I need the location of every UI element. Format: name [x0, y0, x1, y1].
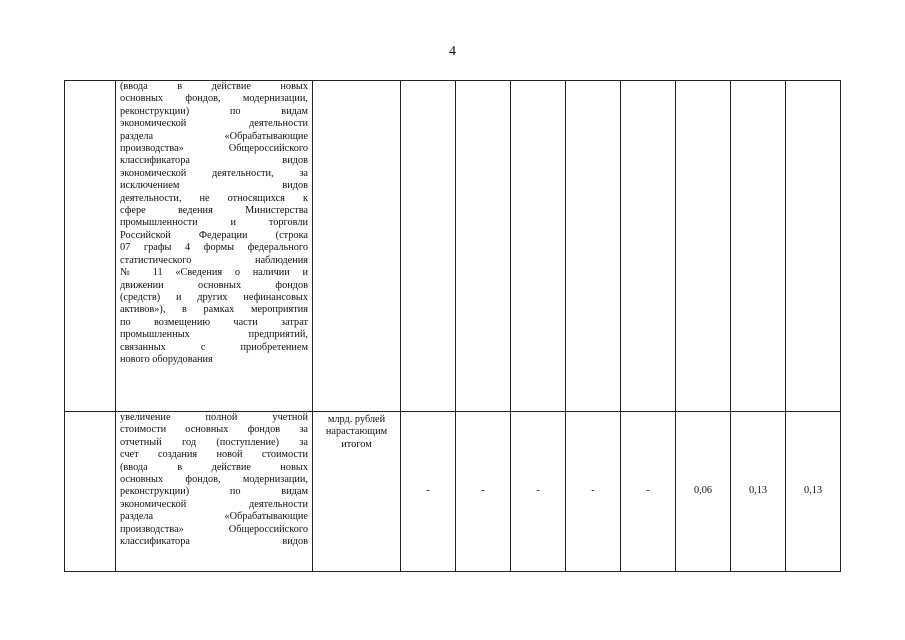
value-cell: - [566, 412, 621, 572]
value-cell [456, 81, 511, 412]
value-cell [511, 81, 566, 412]
value-cell: 0,13 [786, 412, 841, 572]
unit-cell: млрд. рублей нарастающим итогом [313, 412, 401, 572]
value-cell [566, 81, 621, 412]
number-cell [65, 81, 116, 412]
number-cell [65, 412, 116, 572]
value-cell [676, 81, 731, 412]
value-cell [731, 81, 786, 412]
value-cell: - [511, 412, 566, 572]
unit-cell [313, 81, 401, 412]
value-cell: - [621, 412, 676, 572]
value-cell [621, 81, 676, 412]
page-number: 4 [449, 44, 456, 59]
table-row [65, 81, 841, 412]
description-text: увеличение полной учетной стоимости основных фондов за отчетный год (поступление) за счет создания новой стоимости (ввода в действие новых основных фондов, модернизации, реконструкции) по видам экономической деятельности раздела «Обрабатывающие производства» Общероссийского классификатора видов [120, 412, 308, 548]
description-cell [116, 81, 313, 412]
description-text: (ввода в действие новых основных фондов, модернизации, реконструкции) по видам экономической деятельности раздела «Обрабатывающие производства» Общероссийского классификатора видов экономической деятельности, за исключением видов деятельности, не относящихся к сфере ведения Министерства промышленности и торговли Российской Федерации (строка 07 графы 4 формы федерального статистического наблюдения № 11 «Сведения о наличии и движении основных фондов (средств) и других нефинансовых активов»), в рамках мероприятия по возмещению части затрат промышленных предприятий, связанных с приобретением нового оборудования [120, 81, 308, 365]
table-row [65, 412, 841, 572]
value-cell [401, 81, 456, 412]
value-cell: 0,13 [731, 412, 786, 572]
description-cell [116, 412, 313, 572]
value-cell: - [456, 412, 511, 572]
value-cell: 0,06 [676, 412, 731, 572]
value-cell: - [401, 412, 456, 572]
indicators-table [64, 80, 841, 572]
value-cell [786, 81, 841, 412]
